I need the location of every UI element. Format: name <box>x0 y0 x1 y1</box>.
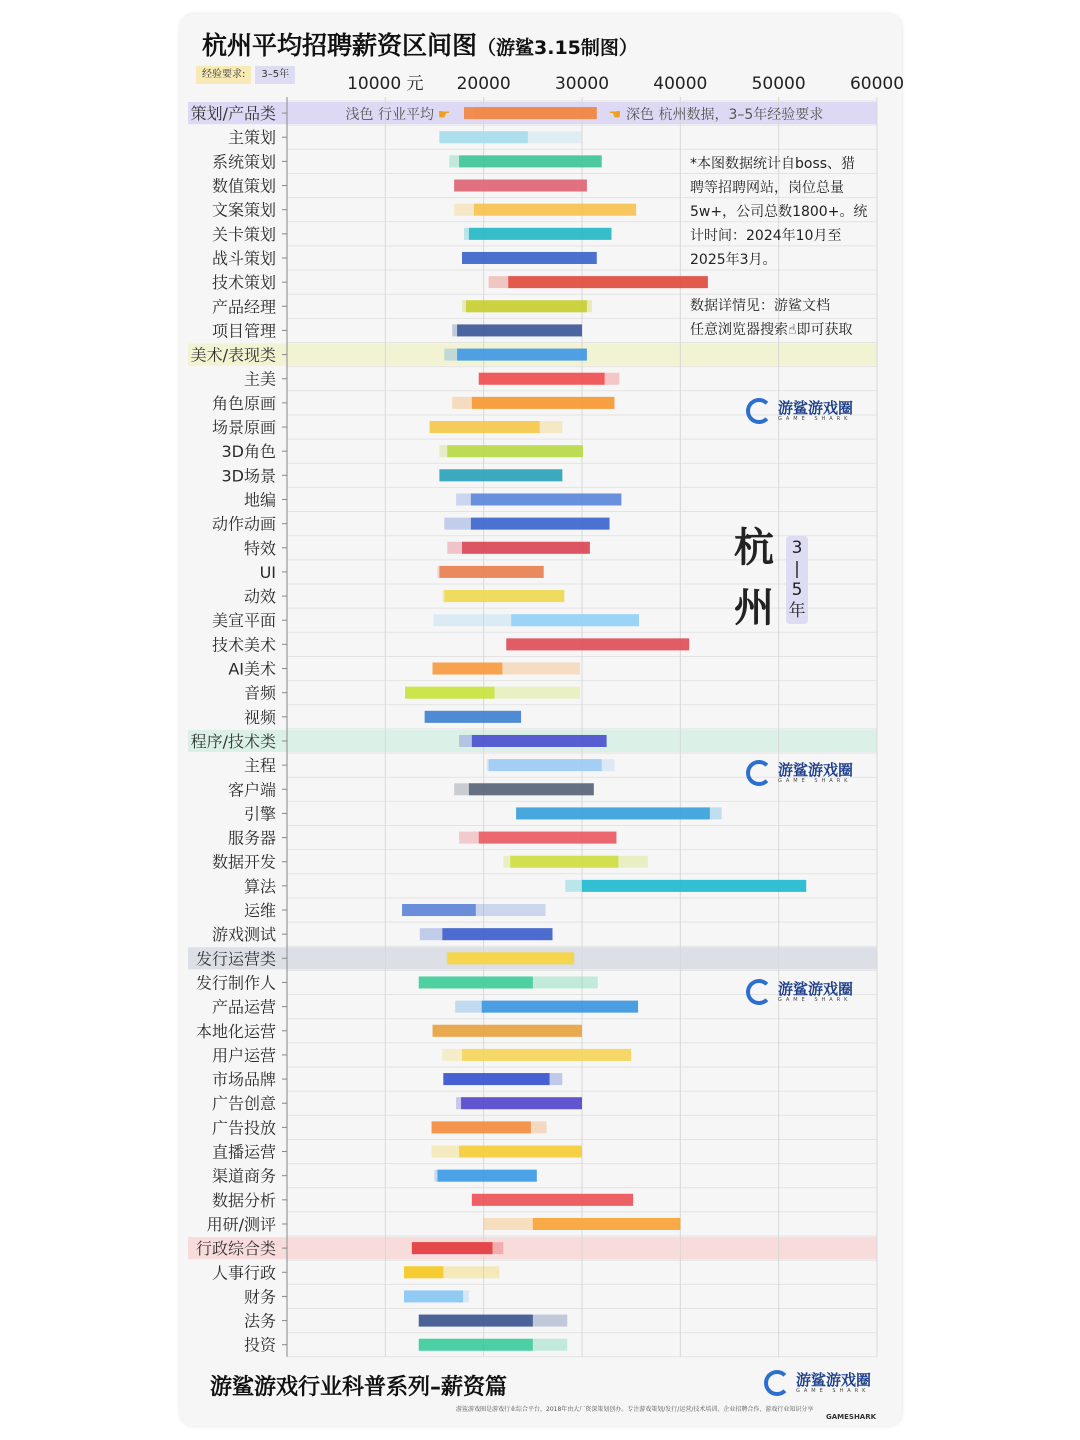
logo-sub: GAME SHARK <box>778 415 852 422</box>
row-label: 服务器 <box>227 828 276 848</box>
city-range-bar <box>479 832 617 844</box>
row-label: 技术策划 <box>211 273 276 293</box>
city-range-bar <box>482 1001 638 1013</box>
logo-name: 游鲨游戏圈 <box>796 1370 872 1389</box>
note-line: 数据详情见：游鲨文档 <box>690 298 830 314</box>
city-range-bar <box>444 590 564 602</box>
row-label: 数据开发 <box>211 852 276 872</box>
note-line: 聘等招聘网站，岗位总量 <box>690 180 844 196</box>
row-label: 项目管理 <box>211 321 276 341</box>
category-label: 发行运营类 <box>195 949 276 969</box>
city-range-bar <box>442 928 552 940</box>
row-label: 关卡策划 <box>211 224 276 244</box>
x-tick-label: 10000 元 <box>347 74 424 94</box>
row-label: 技术美术 <box>211 635 276 655</box>
row-label: 本地化运营 <box>195 1021 276 1041</box>
x-tick-label: 40000 <box>653 74 708 94</box>
shark-logo-icon <box>746 398 772 424</box>
city-range-bar <box>419 1315 533 1327</box>
city-range-bar <box>469 783 594 795</box>
shark-logo-icon <box>746 979 772 1005</box>
category-band <box>188 1237 877 1259</box>
data-source-note <box>690 152 867 272</box>
row-label: 主程 <box>243 756 276 776</box>
row-label: 视频 <box>243 707 276 727</box>
city-range-bar <box>462 1049 631 1061</box>
row-label: 用户运营 <box>211 1045 276 1065</box>
category-label: 策划/产品类 <box>190 104 276 124</box>
city-range-bar <box>462 542 590 554</box>
city-char: 州 <box>734 585 774 631</box>
logo-name: 游鲨游戏圈 <box>778 398 854 417</box>
brand-logo <box>746 979 853 1005</box>
logo-sub: GAME SHARK <box>778 996 852 1003</box>
tag-char: 5 <box>791 580 803 600</box>
city-range-bar <box>402 904 476 916</box>
city-range-bar <box>506 638 689 650</box>
chart-subtitle: （游鲨3.15制图） <box>477 37 638 59</box>
row-label: 文案策划 <box>211 200 276 220</box>
logo-name: 游鲨游戏圈 <box>778 979 854 998</box>
note-line: *本图数据统计自boss、猎 <box>690 156 856 172</box>
city-range-bar <box>404 1290 463 1302</box>
footer-brand-text: GAMESHARK <box>826 1413 877 1421</box>
city-range-bar <box>511 614 639 626</box>
category-label: 行政综合类 <box>195 1239 276 1259</box>
x-tick-label: 60000 <box>849 74 905 94</box>
city-range-bar <box>489 759 602 771</box>
city-range-bar <box>437 1170 536 1182</box>
row-label: 战斗策划 <box>211 248 276 268</box>
row-label: 主美 <box>243 369 276 389</box>
row-label: 角色原画 <box>211 393 276 413</box>
city-range-bar <box>433 1025 582 1037</box>
city-range-bar <box>457 349 587 361</box>
city-range-bar <box>439 469 562 481</box>
city-range-bar <box>454 180 587 192</box>
note-line: 2025年3月。 <box>690 252 777 268</box>
row-label: 法务 <box>243 1311 276 1331</box>
brand-logo <box>746 760 853 786</box>
x-tick-label: 30000 <box>554 74 610 94</box>
city-range-bar <box>459 155 602 167</box>
data-detail-note <box>690 294 853 342</box>
row-label: 场景原画 <box>211 418 276 438</box>
row-label: 客户端 <box>227 780 276 800</box>
legend-dark-text: 深色 杭州数据，3–5年经验要求 <box>626 107 824 123</box>
row-label: 产品运营 <box>211 997 276 1017</box>
row-label: 市场品牌 <box>211 1070 276 1090</box>
category-label: 美术/表现类 <box>190 345 276 365</box>
city-name <box>732 518 776 638</box>
logo-sub: GAME SHARK <box>778 777 852 784</box>
row-label: 美宣平面 <box>211 611 276 631</box>
city-range-bar <box>405 687 494 699</box>
city-range-bar <box>469 228 612 240</box>
row-label: 游戏测试 <box>211 925 276 945</box>
city-range-bar <box>412 1242 493 1254</box>
city-range-bar <box>466 300 587 312</box>
row-label: 动作动画 <box>211 514 276 534</box>
footer-fine-print: 游鲨游戏圈是游戏行业综合平台，2018年由大厂资深策划创办。专注游戏策划/发行/运营/技术培训、企业招聘合作、游戏行业知识分享 <box>456 1406 814 1413</box>
city-range-bar <box>457 324 582 336</box>
footer-brand-logo <box>764 1370 871 1396</box>
experience-value: 3–5年 <box>255 66 295 84</box>
row-label: 用研/测评 <box>206 1214 276 1234</box>
city-range-bar <box>461 1097 582 1109</box>
row-label: 数据分析 <box>211 1190 276 1210</box>
city-range-bar <box>516 807 710 819</box>
city-range-bar <box>510 856 618 868</box>
row-label: 财务 <box>243 1287 276 1307</box>
chart-title-text: 杭州平均招聘薪资区间图 <box>202 31 478 60</box>
footer-series-title: 游鲨游戏行业科普系列–薪资篇 <box>210 1375 508 1400</box>
city-range-bar <box>419 1339 533 1351</box>
experience-label: 经验要求: <box>196 66 251 84</box>
city-range-bar <box>404 1266 443 1278</box>
city-range-bar <box>439 131 527 143</box>
x-tick-label: 50000 <box>751 74 806 94</box>
row-label: 投资 <box>243 1335 276 1355</box>
city-range-bar <box>432 1121 531 1133</box>
row-label: 系统策划 <box>211 152 276 172</box>
row-label: 人事行政 <box>211 1263 276 1283</box>
tag-char: 3 <box>791 538 803 558</box>
row-label: 直播运营 <box>211 1142 276 1162</box>
city-range-bar <box>425 711 521 723</box>
city-range-bar <box>439 566 543 578</box>
tag-char: 年 <box>788 601 806 621</box>
row-label: 算法 <box>243 876 276 896</box>
shark-logo-icon <box>746 760 772 786</box>
city-range-bar <box>459 1146 582 1158</box>
note-line: 任意浏览器搜索☝即可获取 <box>690 322 853 338</box>
row-label: 渠道商务 <box>211 1166 276 1186</box>
city-range-bar <box>533 1218 681 1230</box>
city-range-bar <box>433 663 503 675</box>
experience-vertical-tag <box>786 536 808 624</box>
row-label: 主策划 <box>227 128 276 148</box>
category-label: 程序/技术类 <box>190 731 276 751</box>
city-range-bar <box>479 373 605 385</box>
row-label: 特效 <box>243 538 276 558</box>
city-range-bar <box>471 493 621 505</box>
row-label: 广告投放 <box>211 1118 276 1138</box>
city-range-bar <box>582 880 806 892</box>
brand-logo <box>746 398 853 424</box>
pointing-left-icon: ☚ <box>608 107 622 123</box>
note-line: 5w+，公司总数1800+。统 <box>690 204 868 220</box>
city-range-bar <box>464 107 597 119</box>
row-label: 广告创意 <box>211 1094 276 1114</box>
city-range-bar <box>462 252 597 264</box>
city-range-bar <box>472 397 615 409</box>
row-label: 引擎 <box>243 804 276 824</box>
tag-char: | <box>794 559 800 579</box>
city-range-bar <box>472 735 607 747</box>
row-label: 3D角色 <box>221 442 276 462</box>
row-label: 地编 <box>243 490 276 510</box>
row-label: 动效 <box>243 587 276 607</box>
pointing-right-icon: ☛ <box>437 107 451 123</box>
row-label: 产品经理 <box>211 297 276 317</box>
row-label: AI美术 <box>228 659 276 679</box>
x-tick-label: 20000 <box>456 74 511 94</box>
shark-logo-icon <box>764 1370 790 1396</box>
city-range-bar <box>471 518 610 530</box>
row-label: 数值策划 <box>211 176 276 196</box>
note-line: 计时间：2024年10月至 <box>690 228 842 244</box>
city-range-bar <box>472 1194 633 1206</box>
logo-sub: GAME SHARK <box>796 1387 870 1394</box>
row-label: 发行制作人 <box>195 973 276 993</box>
row-label: 3D场景 <box>221 466 276 486</box>
legend-light-text: 浅色 行业平均 <box>345 107 434 123</box>
row-label: UI <box>259 562 276 582</box>
city-range-bar <box>430 421 540 433</box>
city-range-bar <box>447 952 574 964</box>
row-label: 运维 <box>243 901 276 921</box>
city-range-bar <box>419 976 533 988</box>
city-range-bar <box>447 445 583 457</box>
city-range-bar <box>508 276 708 288</box>
logo-name: 游鲨游戏圈 <box>778 760 854 779</box>
city-range-bar <box>474 204 636 216</box>
row-label: 音频 <box>243 683 276 703</box>
city-char: 杭 <box>734 525 774 571</box>
city-range-bar <box>443 1073 549 1085</box>
